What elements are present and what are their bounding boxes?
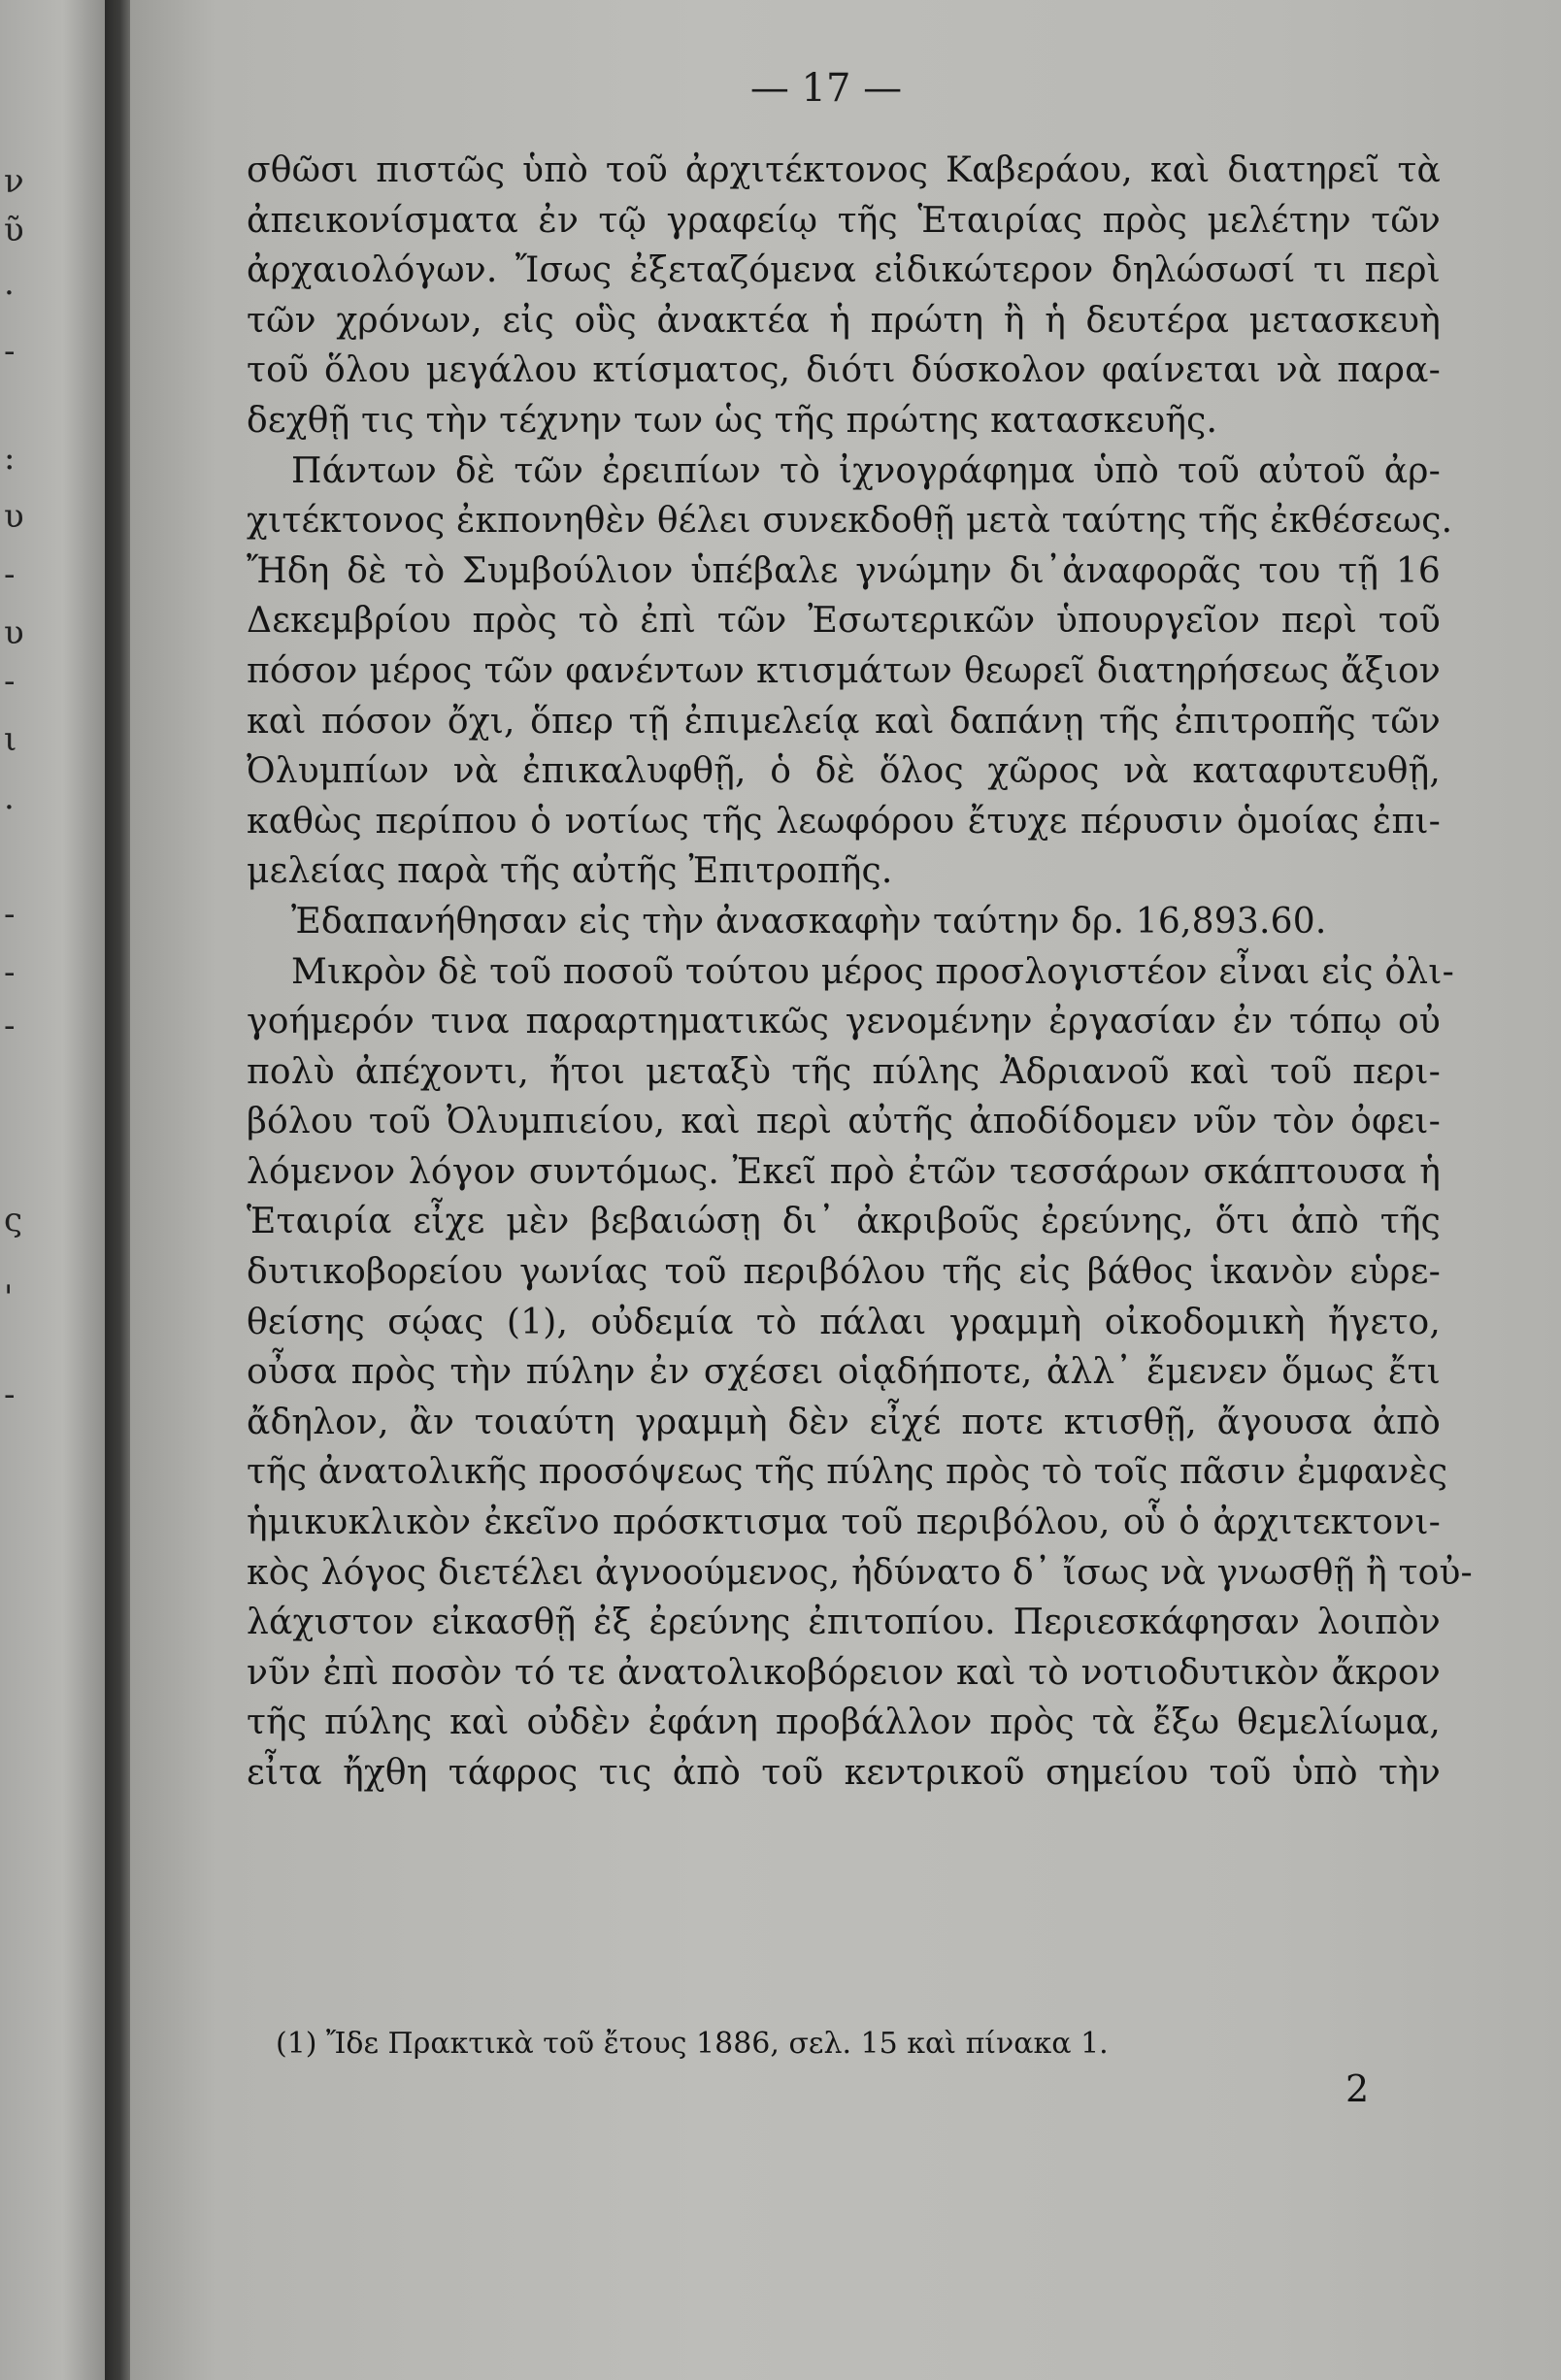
body-text	[247, 146, 1473, 1799]
text-line: Ὀλυμπίων νὰ ἐπικαλυφθῇ, ὁ δὲ ὅλος χῶρος νὰ καταφυτευθῇ,	[247, 751, 1441, 792]
text-line: Μικρὸν δὲ τοῦ ποσοῦ τούτου μέρος προσλογιστέον εἶναι εἰς ὀλι-	[291, 951, 1454, 992]
text-line: Ἤδη δὲ τὸ Συμβούλιον ὑπέβαλε γνώμην δι᾽ἀναφορᾶς του τῇ 16	[247, 550, 1441, 591]
text-line: νῦν ἐπὶ ποσὸν τό τε ἀνατολικοβόρειον καὶ τὸ νοτιοδυτικὸν ἄκρον	[247, 1652, 1441, 1693]
text-line: κὸς λόγος διετέλει ἀγνοούμενος, ἠδύνατο δ᾽ ἴσως νὰ γνωσθῇ ἢ τοὐ-	[247, 1552, 1473, 1593]
text-line: πολὺ ἀπέχοντι, ἤτοι μεταξὺ τῆς πύλης Ἀδριανοῦ καὶ τοῦ περι-	[247, 1051, 1441, 1092]
text-line: σθῶσι πιστῶς ὑπὸ τοῦ ἀρχιτέκτονος Καβεράου, καὶ διατηρεῖ τὰ	[247, 150, 1441, 190]
facing-page-glyph: .	[4, 264, 15, 303]
book-page	[130, 0, 1561, 2380]
text-line: δεχθῇ τις τὴν τέχνην των ὡς τῆς πρώτης κατασκευῆς.	[247, 400, 1218, 441]
text-line: λόμενον λόγον συντόμως. Ἐκεῖ πρὸ ἐτῶν τεσσάρων σκάπτουσα ἡ	[247, 1151, 1441, 1192]
text-line: χιτέκτονος ἐκπονηθὲν θέλει συνεκδοθῇ μετὰ ταύτης τῆς ἐκθέσεως.	[247, 501, 1453, 542]
text-line: εἶτα ἤχθη τάφρος τις ἀπὸ τοῦ κεντρικοῦ σημείου τοῦ ὑπὸ τὴν	[247, 1753, 1441, 1793]
text-line: ἄδηλον, ἂν τοιαύτη γραμμὴ δὲν εἶχέ ποτε κτισθῇ, ἄγουσα ἀπὸ	[247, 1402, 1441, 1442]
text-line: πόσον μέρος τῶν φανέντων κτισμάτων θεωρεῖ διατηρήσεως ἄξιον	[247, 650, 1441, 691]
text-line: τῶν χρόνων, εἰς οὓς ἀνακτέα ἡ πρώτη ἢ ἡ δευτέρα μετασκευὴ	[247, 300, 1441, 341]
text-line: τῆς πύλης καὶ οὐδὲν ἐφάνη προβάλλον πρὸς τὰ ἔξω θεμελίωμα,	[247, 1702, 1441, 1743]
page-number: — 17 —	[749, 66, 903, 111]
facing-page-glyph: -	[4, 1007, 16, 1045]
footnote: (1) Ἴδε Πρακτικὰ τοῦ ἔτους 1886, σελ. 15 καὶ πίνακα 1.	[276, 2027, 1109, 2061]
text-line: ἀπεικονίσματα ἐν τῷ γραφείῳ τῆς Ἑταιρίας πρὸς μελέτην τῶν	[247, 200, 1441, 241]
text-line: δυτικοβορείου γωνίας τοῦ περιβόλου τῆς εἰς βάθος ἱκανὸν εὑρε-	[247, 1252, 1441, 1293]
facing-page-glyph: -	[4, 953, 16, 992]
book-gutter	[105, 0, 130, 2380]
facing-page-glyph: -	[4, 555, 16, 594]
text-line: μελείας παρὰ τῆς αὐτῆς Ἐπιτροπῆς.	[247, 851, 893, 892]
facing-page-glyph: ν	[4, 162, 24, 201]
facing-page-glyph: ῦ	[4, 211, 24, 249]
text-line: τῆς ἀνατολικῆς προσόψεως τῆς πύλης πρὸς τὸ τοῖς πᾶσιν ἐμφανὲς	[247, 1452, 1448, 1493]
facing-page-glyph: '	[4, 1278, 14, 1317]
text-line: Ἐδαπανήθησαν εἰς τὴν ἀνασκαφὴν ταύτην δρ. 16,893.60.	[291, 901, 1327, 942]
signature-mark: 2	[1345, 2067, 1370, 2110]
text-line: καθὼς περίπου ὁ νοτίως τῆς λεωφόρου ἔτυχε πέρυσιν ὁμοίας ἐπι-	[247, 801, 1441, 842]
text-line: Πάντων δὲ τῶν ἐρειπίων τὸ ἰχνογράφημα ὑπὸ τοῦ αὐτοῦ ἀρ-	[291, 450, 1441, 491]
facing-page-glyph: -	[4, 895, 16, 934]
text-line: ἀρχαιολόγων. Ἴσως ἐξεταζόμενα εἰδικώτερον δηλώσωσί τι περὶ	[247, 250, 1441, 291]
text-line: γοήμερόν τινα παραρτηματικῶς γενομένην ἐργασίαν ἐν τόπῳ οὐ	[247, 1002, 1441, 1042]
facing-page-glyph: ς	[4, 1201, 23, 1240]
text-line: θείσης σῴας (1), οὐδεμία τὸ πάλαι γραμμὴ οἰκοδομικὴ ἤγετο,	[247, 1302, 1441, 1342]
facing-page-glyph: ι	[4, 720, 17, 759]
facing-page-glyph: -	[4, 332, 16, 371]
facing-page-glyph: :	[4, 439, 16, 478]
facing-page-glyph: υ	[4, 497, 24, 536]
facing-page-glyph: -	[4, 662, 16, 701]
facing-page-edge	[0, 0, 105, 2380]
text-line: οὖσα πρὸς τὴν πύλην ἐν σχέσει οἱᾳδήποτε, ἀλλ᾽ ἔμενεν ὅμως ἔτι	[247, 1352, 1441, 1393]
text-line: τοῦ ὅλου μεγάλου κτίσματος, διότι δύσκολον φαίνεται νὰ παρα-	[247, 350, 1441, 391]
facing-page-glyph: .	[4, 778, 15, 817]
facing-page-glyph: -	[4, 1375, 16, 1414]
text-line: ἡμικυκλικὸν ἐκεῖνο πρόσκτισμα τοῦ περιβόλου, οὗ ὁ ἀρχιτεκτονι-	[247, 1503, 1441, 1543]
text-line: Ἑταιρία εἶχε μὲν βεβαιώσῃ δι᾽ ἀκριβοῦς ἐρεύνης, ὅτι ἀπὸ τῆς	[247, 1202, 1441, 1242]
text-line: Δεκεμβρίου πρὸς τὸ ἐπὶ τῶν Ἐσωτερικῶν ὑπουργεῖον περὶ τοῦ	[247, 601, 1441, 642]
text-line: καὶ πόσον ὄχι, ὅπερ τῇ ἐπιμελείᾳ καὶ δαπάνῃ τῆς ἐπιτροπῆς τῶν	[247, 701, 1441, 742]
text-line: βόλου τοῦ Ὀλυμπιείου, καὶ περὶ αὐτῆς ἀποδίδομεν νῦν τὸν ὀφει-	[247, 1102, 1441, 1142]
text-line: λάχιστον εἰκασθῇ ἐξ ἐρεύνης ἐπιτοπίου. Περιεσκάφησαν λοιπὸν	[247, 1603, 1441, 1643]
facing-page-glyph: υ	[4, 613, 24, 652]
